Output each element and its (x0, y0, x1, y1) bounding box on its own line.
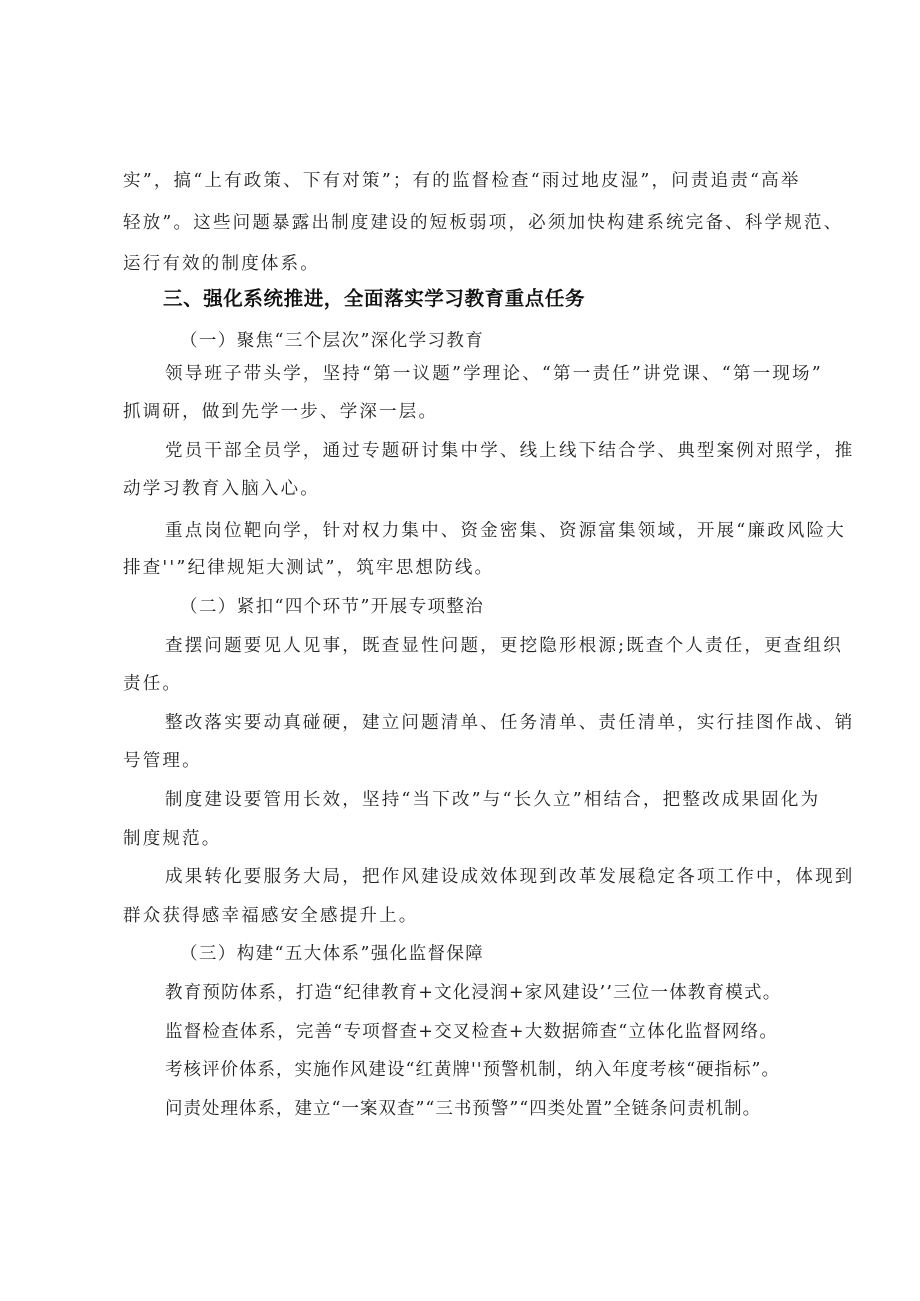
sub1-para-1-line-2: 抓调研，做到先学一步、学深一层。 (123, 402, 439, 422)
sub2-para-3-line-1: 制度建设要管用长效，坚持“当下改”与“长久立”相结合，把整改成果固化为 (165, 790, 821, 810)
section-heading: 三、强化系统推进，全面落实学习教育重点任务 (163, 287, 586, 310)
sub3-line-2: 监督检查体系，完善“专项督查+交叉检查+大数据筛查“立体化监督网络。 (165, 1022, 779, 1042)
sub3-line-4: 问责处理体系，建立“一案双查”“三书预警”“四类处置”全链条问责机制。 (165, 1099, 762, 1119)
sub2-para-1-line-1: 查摆问题要见人见事，既查显性问题，更挖隐形根源;既查个人责任，更查组织 (165, 636, 843, 656)
sub2-para-4-line-1: 成果转化要服务大局，把作风建设成效体现到改革发展稳定各项工作中，体现到 (165, 867, 855, 887)
sub1-para-2-line-1: 党员干部全员学，通过专题研讨集中学、线上线下结合学、典型案例对照学，推 (165, 441, 855, 461)
sub3-line-3: 考核评价体系，实施作风建设“红黄牌''预警机制，纳入年度考核“硬指标”。 (165, 1060, 780, 1080)
subsection-3-title: （三）构建“五大体系”强化监督保障 (180, 944, 485, 964)
intro-line-2: 轻放”。这些问题暴露出制度建设的短板弱项，必须加快构建系统完备、科学规范、 (123, 213, 844, 233)
sub3-line-1: 教育预防体系，打造“纪律教育+文化浸润+家风建设’’三位一体教育模式。 (165, 983, 782, 1003)
subsection-2-title: （二）紧扣“四个环节”开展专项整治 (180, 597, 485, 617)
sub1-para-2-line-2: 动学习教育入脑入心。 (123, 479, 320, 499)
sub1-para-3-line-2: 排查''”纪律规矩大测试”，筑牢思想防线。 (123, 558, 495, 578)
sub1-para-1-line-1: 领导班子带头学，坚持“第一议题”学理论、“第一责任”讲党课、“第一现场” (165, 364, 823, 384)
subsection-1-title: （一）聚焦“三个层次”深化学习教育 (180, 331, 485, 351)
sub2-para-2-line-1: 整改落实要动真碰硬，建立问题清单、任务清单、责任清单，实行挂图作战、销 (165, 713, 855, 733)
intro-line-3: 运行有效的制度体系。 (123, 254, 320, 274)
sub1-para-3-line-1: 重点岗位靶向学，针对权力集中、资金密集、资源富集领域，开展“廉政风险大 (165, 521, 846, 541)
sub2-para-2-line-2: 号管理。 (123, 751, 202, 771)
sub2-para-1-line-2: 责任。 (123, 674, 183, 694)
intro-line-1: 实”，搞“上有政策、下有对策”；有的监督检查“雨过地皮湿”，问责追责“高举 (123, 171, 801, 191)
sub2-para-4-line-2: 群众获得感幸福感安全感提升上。 (123, 906, 419, 926)
sub2-para-3-line-2: 制度规范。 (123, 829, 222, 849)
